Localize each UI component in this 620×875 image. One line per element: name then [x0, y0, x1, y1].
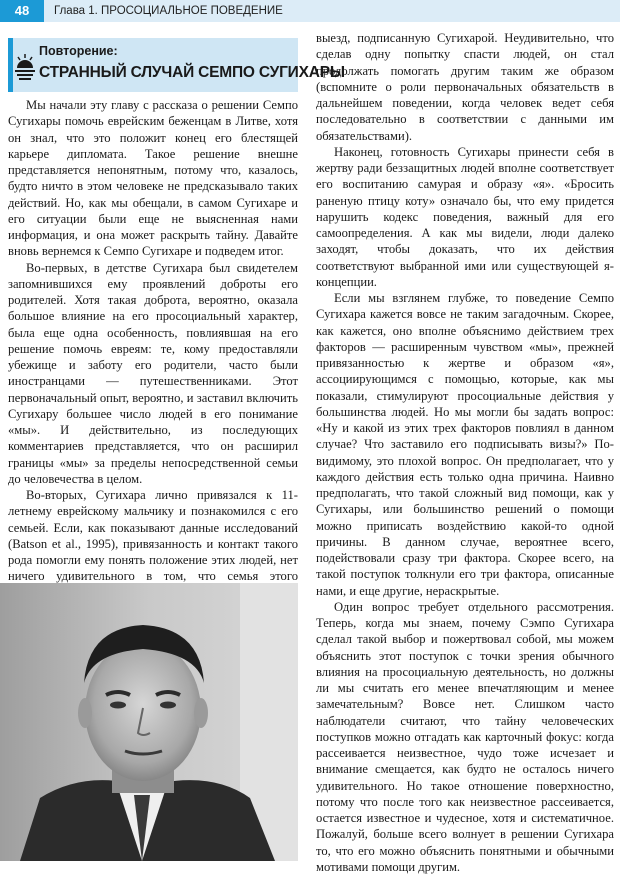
page-number: 48: [0, 0, 44, 22]
portrait-photo: [0, 583, 298, 861]
review-kicker: Повторение:: [39, 44, 118, 58]
paragraph: Во-вторых, Сугихара лично привязался к 11-летнему еврейскому мальчику и познакомился с его семьей. Если, как показывают данные исследований (Batson et al., 1995), привязанность и контакт такого рода помогли ему понять положение этих людей, нет ничего удивительного в том, что семья этого: [8, 488, 298, 584]
sunrise-icon: [15, 52, 35, 85]
paragraph: Наконец, готовность Сугихары принести себя в жертву ради беззащитных людей вполне соответствует его воспитанию самурая и образу «я». «Бросить раненую птицу коту» означало бы, что ему придется нарушить кодекс поведения, важный для его самоопределения. А как мы видели, люди далеко заходят, чтобы доказать, что их действия соответствуют выбранной ими или существующей я-концепции.: [316, 144, 614, 289]
paragraph: Если мы взглянем глубже, то поведение Семпо Сугихара кажется вовсе не таким загадочным. Скорее, как кажется, оно вполне объяснимо действием трех факторов — расширенным чувством «мы», прежней привязанностью к жертве и образом «я», ассоциирующимся с помощью, которые, как мы показали, стимулируют просоциальные действия у большинства людей. Но мы могли бы задать вопрос: «Ну и какой из этих трех факторов повлиял в данном случае? Что заставило его подписывать визы?» По-видимому, это плохой вопрос. Он предполагает, что у каждого действия есть только одна причина. Наивно предполагать, что такой сложный вид помощи, как у Сугихары, или большинство решений о помощи можно приписать воздействию какой-то одной причины. В данном случае, вероятнее всего, подействовали сразу три фактора. Скорее всего, на такой поступок толкнули его три фактора, описанные нами, и еще другие, нераскрытые.: [316, 291, 614, 598]
left-column: [8, 38, 345, 601]
paragraph: Мы начали эту главу с рассказа о решении Семпо Сугихары помочь еврейским беженцам в Литве, хотя он знал, что это положит конец его блестящей карьере дипломата. Такое решение внешне представляется непонятным, потому что, казалось, будто ничто в этом человеке не предсказывало таких действий. Но, как мы обещали, в самом Сугихаре и его ситуации были еще не выясненная нами информация, и она может раскрыть тайну. Давайте вновь вернемся к Семпо Сугихаре и подведем итог.: [8, 98, 298, 259]
paragraph: Во-первых, в детстве Сугихара был свидетелем запомнившихся ему проявлений доброты его родителей. Хотя такая доброта, вероятно, оказала большое влияние на его просоциальный характер, была еще одна особенность, повлиявшая на его решение помочь евреям: те, кому предоставляли убежище и заботу его родители, часто были иностранцами — путешественниками. Этот первоначальный опыт, вероятно, и заставил включить Сугихару большее число людей в его понимание «мы». И действительно, из последующих комментариев представляется, что он расширил границы «мы» за пределы непосредственной семьи до человечества в целом.: [8, 260, 298, 486]
review-box-title: [8, 38, 345, 92]
review-heading: СТРАННЫЙ СЛУЧАЙ СЕМПО СУГИХАРЫ: [39, 64, 345, 81]
running-head: Глава 1. ПРОСОЦИАЛЬНОЕ ПОВЕДЕНИЕ: [54, 5, 283, 17]
left-text: [8, 97, 298, 601]
paragraph: выезд, подписанную Сугихарой. Неудивительно, что сделав одну попытку спасти людей, он стал продолжать помогать другим таким же образом (вспомните о роли первоначальных обязательств в дальнейшем поведении, когда человек ведет себя последовательно в соответствии с данными им обязательствами).: [316, 31, 614, 143]
paragraph: Один вопрос требует отдельного рассмотрения. Теперь, когда мы знаем, почему Сэмпо Сугихара сделал такой выбор и пожертвовал собой, мы можем объяснить этот поступок с точки зрения обычного влияния на просоциальную деятельность, но должны ли мы считать его менее впечатляющим и менее замечательным? Вовсе нет. Слишком часто наблюдатели считают, что тайну человеческих поступков можно отгадать как карточный фокус: когда рассеивается неизвестное, чудо тоже исчезает и внимание смещается, как будто не осталось ничего удивительного. Но такое отношение поверхностно, потому что после того как неизвестное рассеивается, остается известное и чудесное, хотя и систематичное. Пожалуй, больше всего волнует в решении Сугихара то, что его можно объяснить понятными и обычными мотивами помощи другим.: [316, 599, 614, 874]
right-column: [316, 30, 614, 875]
header-bar: [0, 0, 620, 22]
